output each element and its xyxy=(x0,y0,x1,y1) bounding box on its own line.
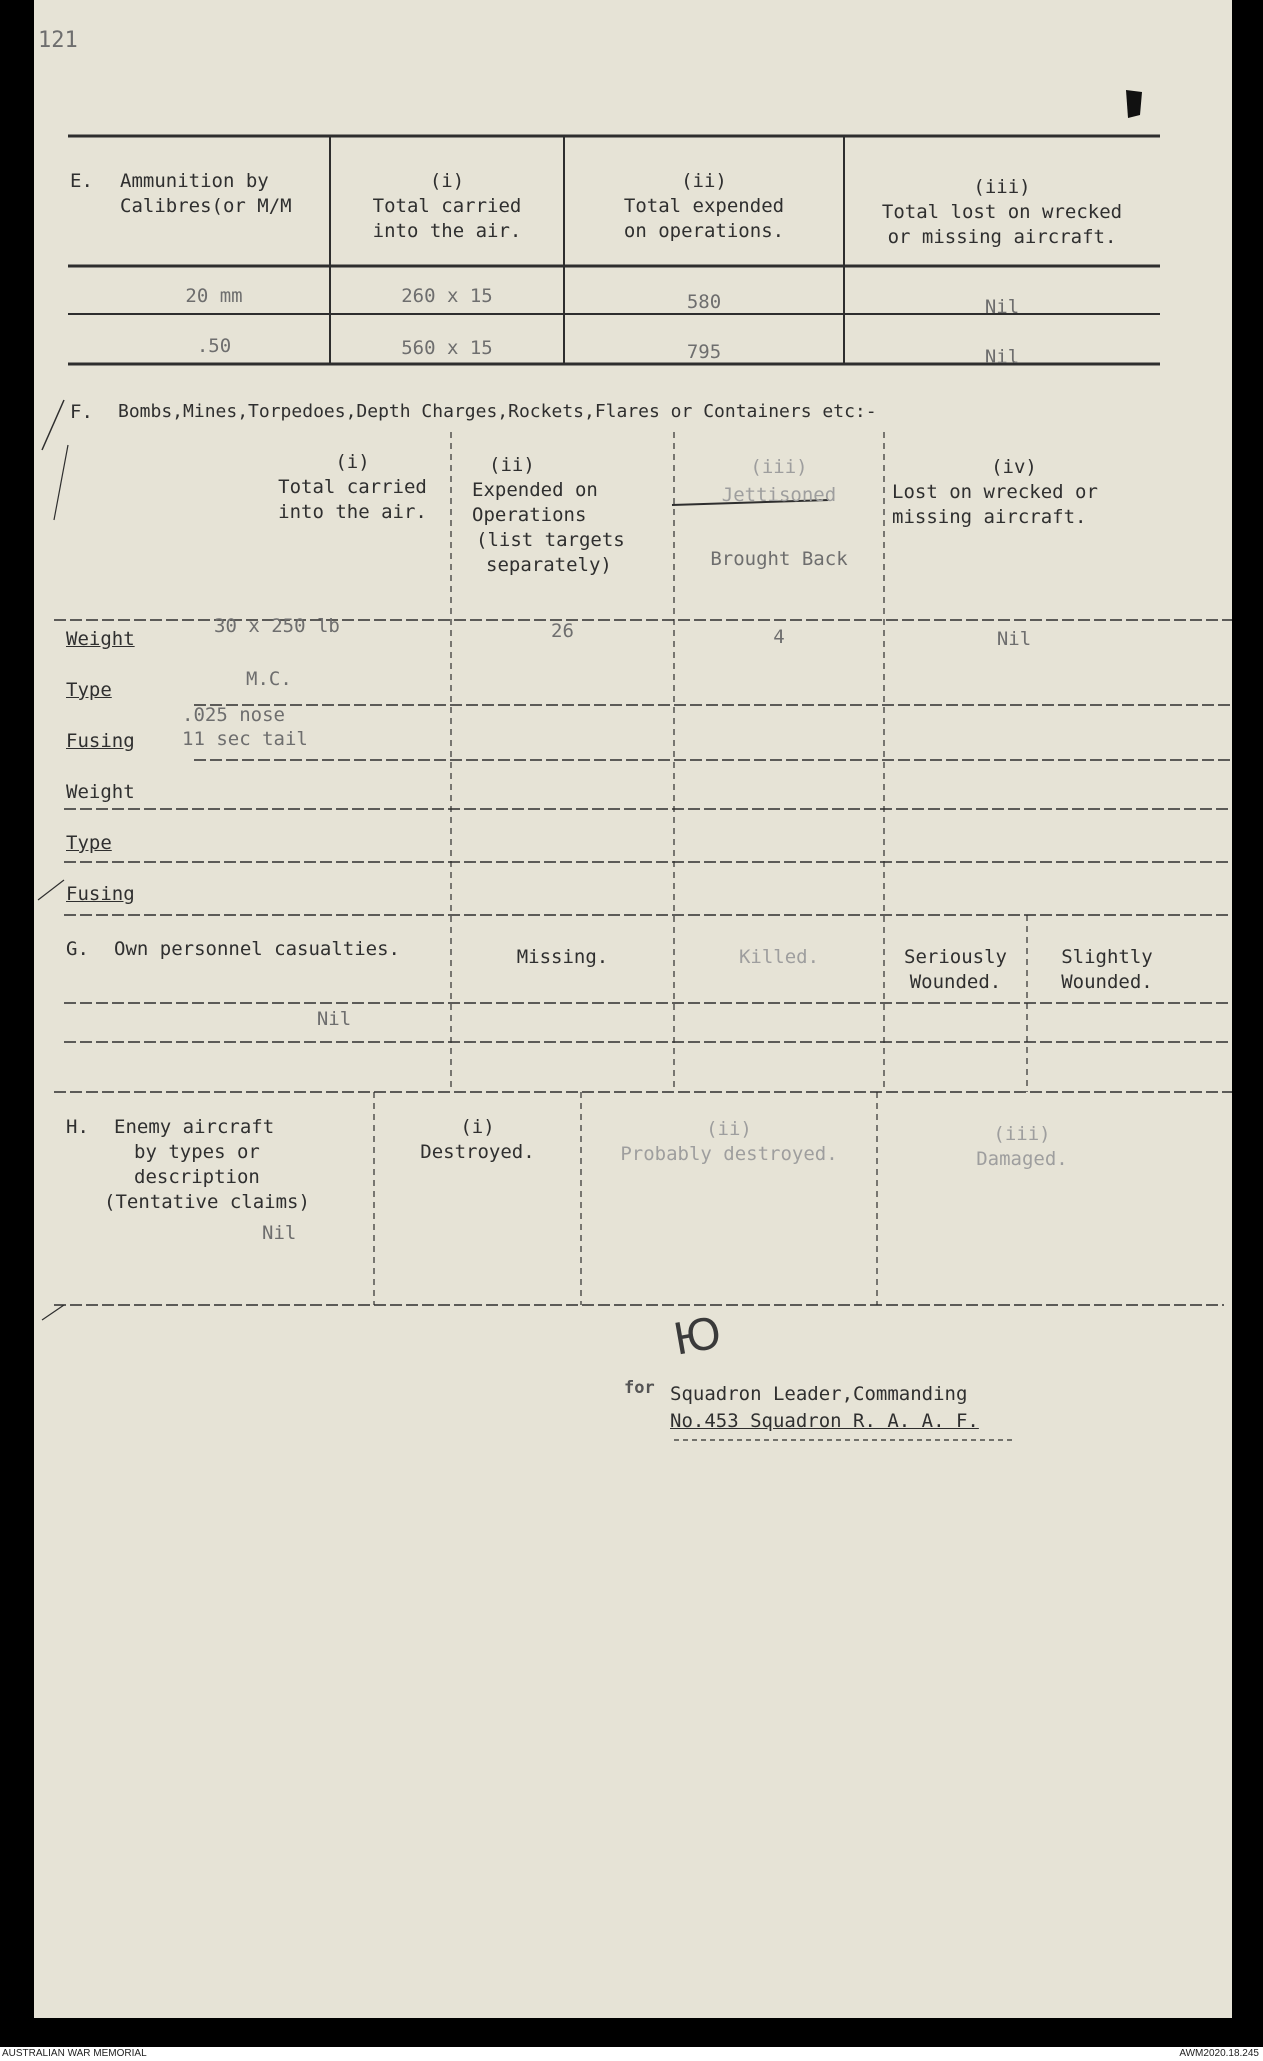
margin-rule xyxy=(42,1305,64,1320)
section-g-serious: Seriously xyxy=(904,946,1007,968)
bombs-brought-back: 4 xyxy=(773,626,785,648)
section-h-col2-num: (ii) xyxy=(706,1118,752,1140)
section-e-col3-header: Total lost on wrecked xyxy=(881,201,1123,223)
section-f-col1-header: Total carried xyxy=(278,476,427,498)
bomb-fusing: 11 sec tail xyxy=(182,728,308,750)
row-label-weight: Weight xyxy=(66,781,135,803)
section-f-col2-header: (list targets xyxy=(476,529,625,551)
section-f-col4-num: (iv) xyxy=(991,456,1037,478)
ammo-calibre: 20 mm xyxy=(185,285,243,307)
section-f-col2-header: Operations xyxy=(472,504,587,526)
enemy-aircraft-value: Nil xyxy=(262,1222,297,1244)
section-g-killed: Killed. xyxy=(738,946,820,968)
section-f-col4-header: missing aircraft. xyxy=(892,506,1087,528)
section-f-col1-header: into the air. xyxy=(278,501,427,523)
footer-left: AUSTRALIAN WAR MEMORIAL xyxy=(2,2048,147,2059)
margin-rule xyxy=(54,445,68,520)
section-g-label: Own personnel casualties. xyxy=(114,938,400,960)
section-f-col3-crossed: Jettisoned xyxy=(721,484,837,506)
bomb-type: M.C. xyxy=(246,668,292,690)
row-label-type: Type xyxy=(66,679,112,701)
section-g-slight: Slightly xyxy=(1061,946,1153,968)
margin-rule xyxy=(42,400,64,450)
margin-rule xyxy=(38,880,64,900)
ammo-calibre: .50 xyxy=(196,335,232,357)
section-e-col1-header: into the air. xyxy=(372,220,522,242)
row-label-type: Type xyxy=(66,832,112,854)
signatory-unit: No.453 Squadron R. A. A. F. xyxy=(670,1410,979,1432)
page-mark: 121 xyxy=(38,28,78,53)
ammo-expended: 580 xyxy=(686,291,722,313)
section-e-col1-num: (i) xyxy=(429,170,465,192)
section-f-col2-header: separately) xyxy=(486,554,612,576)
section-f-letter: F. xyxy=(70,401,93,423)
footer-right: AWM2020.18.245 xyxy=(1179,2048,1259,2059)
section-e-label: Ammunition by xyxy=(120,170,269,192)
row-label-fusing: Fusing xyxy=(66,730,135,752)
section-h-col1-header: Destroyed. xyxy=(420,1141,535,1163)
ammo-carried: 560 x 15 xyxy=(401,337,493,359)
bombs-expended: 26 xyxy=(551,620,574,642)
section-e-col3-num: (iii) xyxy=(973,176,1031,198)
bombs-carried: 30 x 250 lb xyxy=(214,615,340,637)
section-e-label: Calibres(or M/M xyxy=(120,195,292,217)
section-g-missing: Missing. xyxy=(516,946,609,968)
row-label-weight: Weight xyxy=(66,628,135,650)
casualties-value: Nil xyxy=(316,1008,352,1030)
ammo-lost: Nil xyxy=(984,346,1020,368)
section-h-col1-num: (i) xyxy=(460,1116,495,1138)
bomb-fusing: .025 nose xyxy=(182,704,285,726)
section-g-letter: G. xyxy=(66,938,89,960)
section-e-letter: E. xyxy=(70,170,93,192)
signature-for: for xyxy=(624,1378,655,1398)
section-h-letter: H. xyxy=(66,1116,89,1138)
section-f-col3-header: Brought Back xyxy=(710,548,848,570)
section-g-slight: Wounded. xyxy=(1061,971,1153,993)
archive-footer xyxy=(0,2047,1263,2061)
section-h-label: by types or xyxy=(134,1141,260,1163)
ink-blot xyxy=(1126,90,1142,118)
section-h-label: description xyxy=(134,1166,260,1188)
ammo-lost: Nil xyxy=(984,296,1020,318)
bombs-lost: Nil xyxy=(996,628,1032,650)
section-e-col1-header: Total carried xyxy=(372,195,522,217)
signature-initial: Ю xyxy=(669,1305,725,1365)
section-h-label: (Tentative claims) xyxy=(104,1191,310,1213)
section-e-col2-header: on operations. xyxy=(623,220,785,242)
row-label-fusing: Fusing xyxy=(66,883,135,905)
section-f-col3-num: (iii) xyxy=(750,456,808,478)
document-page xyxy=(34,0,1232,2018)
section-f-col2-num: (ii) xyxy=(489,454,535,476)
section-e-col3-header: or missing aircraft. xyxy=(887,226,1117,248)
section-h-col3-header: Damaged. xyxy=(976,1148,1068,1170)
section-g-serious: Wounded. xyxy=(909,971,1002,993)
signatory-title: Squadron Leader,Commanding xyxy=(670,1383,968,1405)
ammo-expended: 795 xyxy=(686,341,722,363)
section-f-col2-header: Expended on xyxy=(472,479,598,501)
section-h-col2-header: Probably destroyed. xyxy=(620,1143,838,1165)
section-f-col4-header: Lost on wrecked or xyxy=(892,481,1098,503)
section-e-col2-header: Total expended xyxy=(623,195,785,217)
section-h-label: Enemy aircraft xyxy=(114,1116,275,1138)
section-f-col1-num: (i) xyxy=(335,451,370,473)
section-e-col2-num: (ii) xyxy=(681,170,727,192)
section-h-col3-num: (iii) xyxy=(993,1123,1051,1145)
ammo-carried: 260 x 15 xyxy=(401,285,493,307)
section-f-title: Bombs,Mines,Torpedoes,Depth Charges,Rockets,Flares or Containers etc:- xyxy=(118,401,877,422)
